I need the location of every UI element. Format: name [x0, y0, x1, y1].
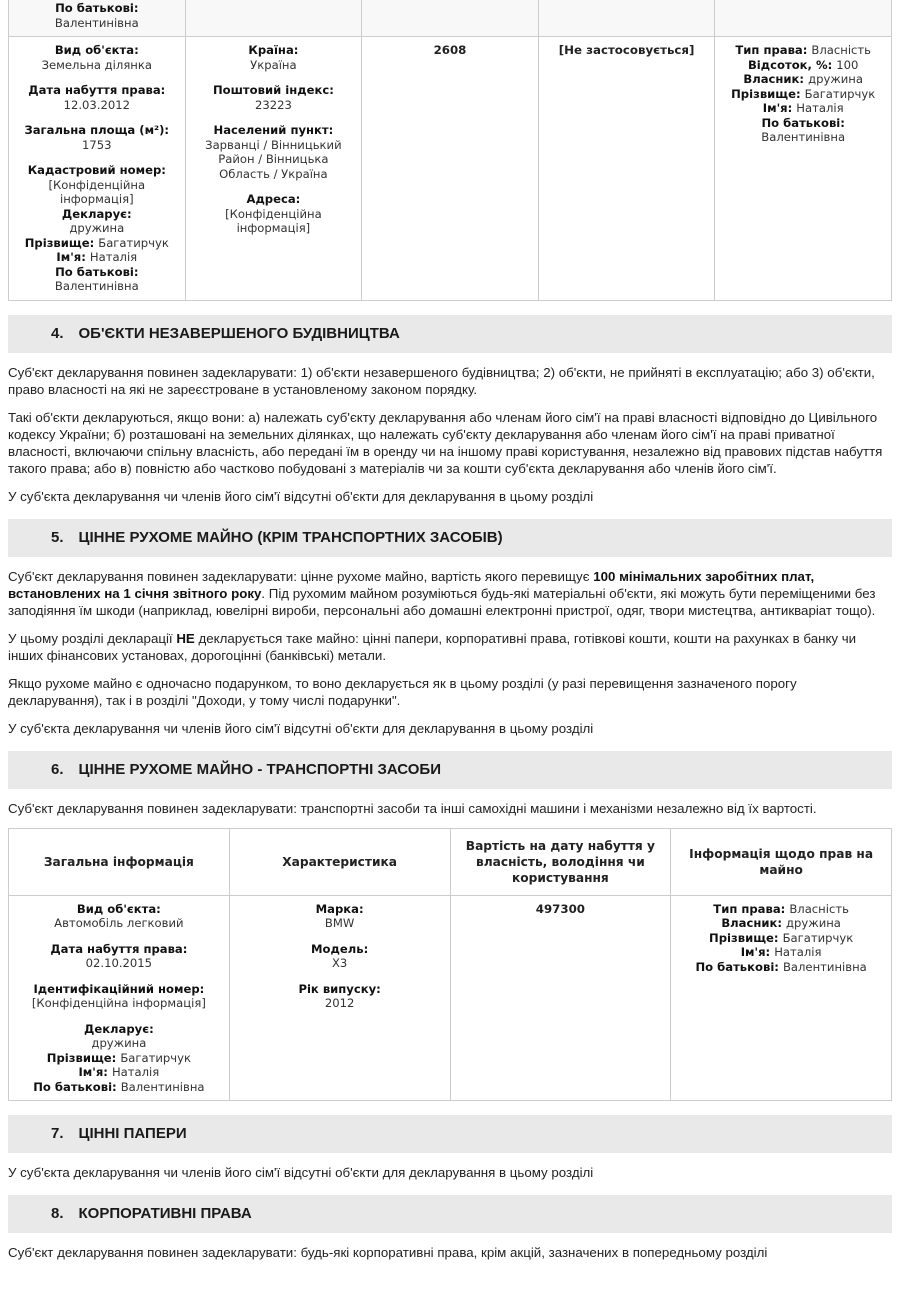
field-label: Власник:: [721, 916, 787, 930]
field-label: Відсоток, %:: [747, 57, 837, 72]
field-value: 12.03.2012: [63, 97, 130, 112]
section-title: ЦІННЕ РУХОМЕ МАЙНО - ТРАНСПОРТНІ ЗАСОБИ: [78, 760, 441, 778]
field-value: Валентинівна: [54, 279, 139, 293]
field-label: Адреса:: [246, 192, 301, 206]
section-8-header: [8, 1195, 892, 1233]
text-run: Суб'єкт декларування повинен задекларувати: будь-які корпоративні права, крім акцій, зазначених в попередньому розділі: [8, 1245, 768, 1260]
field-group: [15, 83, 179, 112]
section-6-header: [8, 751, 892, 789]
cell-acquisition-value: 497300: [450, 895, 671, 1101]
text-run: Такі об'єкти декларуються, якщо вони: а) належать суб'єкту декларування або членам його сім'ї на праві власності відповідно до Цивільного кодексу України; б) розташовані на земельних ділянках, що належать суб'єкту декларування або членам його сім'ї на праві приватної власності, включаючи спільну власність, або передані їм в оренду чи на іншому праві користування, незалежно від правових підстав набуття такого права; або в) повністю або частково побудовані з матеріалів чи за кошти суб'єкта декларування або членів його сім'ї.: [8, 409, 883, 476]
field-group: Власник: дружина: [721, 916, 841, 930]
field-label: Ім'я:: [78, 1065, 112, 1079]
cell-acquisition-value: 2608: [362, 37, 539, 301]
field-group: [15, 163, 179, 207]
paragraph: [8, 364, 892, 398]
cell-valuation: [538, 0, 715, 37]
section-7-header: [8, 1115, 892, 1153]
field-value: [Конфіденційна інформація]: [48, 177, 146, 206]
field-value: Земельна ділянка: [41, 57, 152, 72]
field-group: [236, 982, 444, 1011]
cell-acquisition-value: [362, 0, 539, 37]
cell-general-info: [9, 895, 230, 1101]
field-group: Прізвище: Багатирчук: [46, 1050, 191, 1065]
text-run: 100 мінімальних заробітних плат, встановлених на 1 січня звітного року: [8, 568, 815, 601]
field-value: Зарванці / Вінницький Район / Вінницька Область / Україна: [205, 137, 342, 181]
field-label: Тип права:: [735, 43, 812, 57]
field-label: Ідентифікаційний номер:: [33, 981, 205, 996]
field-label: По батькові:: [55, 1, 139, 15]
field-label: Рік випуску:: [298, 981, 381, 996]
table-header-row: [9, 828, 892, 895]
field-label: Ім'я:: [740, 945, 775, 959]
field-label: Власник:: [743, 72, 809, 86]
field-group: Прізвище: Багатирчук: [24, 235, 169, 250]
field-label: Марка:: [315, 901, 364, 916]
field-group: Прізвище: Багатирчук: [709, 930, 854, 945]
field-group: Ім'я: Наталія: [762, 101, 844, 115]
field-label: Населений пункт:: [213, 123, 334, 137]
text-run: У суб'єкта декларування чи членів його сім'ї відсутні об'єкти для декларування в цьому розділі: [8, 1165, 594, 1180]
field-label: Вид об'єкта:: [76, 901, 161, 916]
land-ownership-table: [8, 0, 892, 301]
field-group: Тип права: Власність: [713, 901, 849, 916]
field-label: Дата набуття права:: [50, 941, 188, 956]
cell-ownership-rights: [715, 37, 892, 301]
field-value: дружина: [69, 221, 125, 235]
field-label: Ім'я:: [56, 250, 90, 264]
field-label: Загальна площа (м²):: [24, 123, 170, 137]
field-group: По батькові: Валентинівна: [695, 959, 867, 974]
field-label: Модель:: [311, 941, 369, 956]
section-number: 8.: [51, 1205, 64, 1222]
field-value: [Конфіденційна інформація]: [31, 996, 206, 1010]
field-label: Тип права:: [713, 901, 790, 916]
section-number: 6.: [51, 760, 64, 778]
text-run: . Під рухомим майном розуміються будь-які матеріальні об'єкти, які можуть бути переміщеними без заподіяння їм шкоди (наприклад, ювелірні вироби, персональні або домашні електронні пристрої, одяг, твори мистецтва, антикваріат тощо).: [8, 585, 876, 618]
field-label: Прізвище:: [731, 86, 805, 101]
field-value: 23223: [254, 97, 292, 112]
field-value: дружина: [91, 1036, 147, 1050]
field-group: [192, 123, 356, 181]
field-group: [192, 83, 356, 112]
field-group: Ім'я: Наталія: [740, 945, 822, 959]
paragraph: [8, 1244, 892, 1261]
field-label: Країна:: [248, 43, 299, 57]
field-label: Ім'я:: [762, 101, 797, 115]
text-run: Суб'єкт декларування повинен задекларувати: транспортні засоби та інші самохідні машини і механізми незалежно від їх вартості.: [8, 800, 817, 816]
field-group: Тип права: Власність: [735, 43, 872, 57]
field-value: Автомобіль легковий: [54, 916, 184, 930]
field-value: 1753: [82, 137, 112, 152]
field-group: [15, 207, 179, 236]
field-group: Ім'я: Наталія: [56, 250, 138, 264]
field-value: 2012: [324, 996, 355, 1010]
vehicle-table: [8, 828, 892, 1102]
cell-ownership-rights: [671, 895, 892, 1101]
field-value: Україна: [250, 57, 297, 72]
text-run: У суб'єкта декларування чи членів його сім'ї відсутні об'єкти для декларування в цьому розділі: [8, 488, 594, 504]
col-header-acquisition-value: Вартість на дату набуття у власність, володіння чи користування: [450, 828, 671, 895]
field-group: [236, 942, 444, 971]
cell-characteristics: [229, 895, 450, 1101]
field-label: Декларує:: [84, 1021, 154, 1036]
paragraph-empty-section-note: [8, 488, 892, 505]
paragraph: [8, 409, 892, 477]
field-group: [192, 43, 356, 72]
field-group: Ім'я: Наталія: [78, 1065, 160, 1079]
field-label: Кадастровий номер:: [27, 163, 166, 177]
paragraph: [8, 568, 892, 619]
cell-ownership-rights: [715, 0, 892, 37]
field-group: [721, 116, 885, 145]
field-group: [236, 902, 444, 931]
table-row: [9, 895, 892, 1101]
col-header-ownership-rights: Інформація щодо прав на майно: [671, 828, 892, 895]
field-group: [192, 192, 356, 236]
text-run: Суб'єкт декларування повинен задекларувати: цінне рухоме майно, вартість якого перевищує: [8, 568, 594, 584]
cell-location: [185, 0, 362, 37]
table-row-partial: [9, 0, 892, 37]
text-run: Якщо рухоме майно є одночасно подарунком, то воно декларується як в цьому розділі (у разі перевищення зазначеного порогу декларування), так і в розділі "Доходи, у тому числі подарунки".: [8, 675, 797, 708]
section-title: ОБ'ЄКТИ НЕЗАВЕРШЕНОГО БУДІВНИЦТВА: [78, 324, 400, 342]
section-title: ЦІННЕ РУХОМЕ МАЙНО (КРІМ ТРАНСПОРТНИХ ЗАСОБІВ): [78, 528, 503, 546]
text-run: Суб'єкт декларування повинен задекларувати: 1) об'єкти незавершеного будівництва; 2) об'єкти, не прийняті в експлуатацію; або 3) об'єкти, право власності на які не зареєстроване в установленому законом порядку.: [8, 364, 875, 397]
field-group: [15, 902, 223, 931]
field-label: Дата набуття права:: [28, 83, 166, 97]
field-label: Прізвище:: [46, 1050, 121, 1065]
field-group: [15, 265, 179, 294]
paragraph: [8, 675, 892, 709]
field-label: По батькові:: [695, 959, 783, 974]
field-value: [Конфіденційна інформація]: [225, 206, 322, 235]
field-group: Відсоток, %: 100: [747, 57, 859, 72]
col-header-general-info: Загальна інформація: [9, 828, 230, 895]
field-group: [15, 123, 179, 152]
field-value: Валентинівна: [54, 15, 139, 30]
paragraph: [8, 800, 892, 817]
section-number: 4.: [51, 324, 64, 342]
field-label: По батькові:: [55, 264, 139, 279]
paragraph: [8, 630, 892, 664]
field-label: Вид об'єкта:: [54, 43, 139, 57]
paragraph-empty-section-note: [8, 720, 892, 737]
text-run: У суб'єкта декларування чи членів його сім'ї відсутні об'єкти для декларування в цьому розділі: [8, 720, 594, 736]
field-label: По батькові:: [761, 115, 845, 130]
text-run: НЕ: [176, 630, 195, 646]
field-group: [15, 982, 223, 1011]
section-title: КОРПОРАТИВНІ ПРАВА: [78, 1205, 252, 1222]
field-label: Прізвище:: [24, 235, 99, 250]
field-value: 02.10.2015: [85, 956, 153, 970]
field-label: Прізвище:: [709, 930, 783, 945]
cell-general-info: [9, 37, 186, 301]
field-group: Власник: дружина: [743, 72, 863, 86]
text-run: У цьому розділі декларації: [8, 630, 177, 646]
col-header-characteristics: Характеристика: [229, 828, 450, 895]
field-label: Декларує:: [61, 206, 132, 221]
section-number: 7.: [51, 1125, 64, 1142]
text-run: декларується таке майно: цінні папери, корпоративні права, готівкові кошти, кошти на рахунках в банку чи інших фінансових установах, дорогоцінні (банківські) метали.: [8, 630, 857, 663]
field-value: BMW: [324, 916, 355, 930]
field-group: Прізвище: Багатирчук: [731, 86, 876, 101]
field-label: Поштовий індекс:: [212, 83, 334, 97]
section-4-header: [8, 315, 892, 353]
field-value: X3: [331, 956, 348, 970]
field-group: [15, 43, 179, 72]
table-row: [9, 37, 892, 301]
cell-valuation: [Не застосовується]: [538, 37, 715, 301]
field-group: По батькові: Валентинівна: [33, 1079, 205, 1094]
section-5-header: [8, 519, 892, 557]
field-group: [15, 1022, 223, 1051]
cell-general-info: [9, 0, 186, 37]
field-group: [15, 1, 179, 30]
section-title: ЦІННІ ПАПЕРИ: [78, 1125, 187, 1142]
field-value: Валентинівна: [761, 130, 846, 144]
field-label: По батькові:: [33, 1079, 121, 1094]
section-number: 5.: [51, 528, 64, 546]
cell-location: [185, 37, 362, 301]
paragraph-empty-section-note: [8, 1164, 892, 1181]
field-group: [15, 942, 223, 971]
